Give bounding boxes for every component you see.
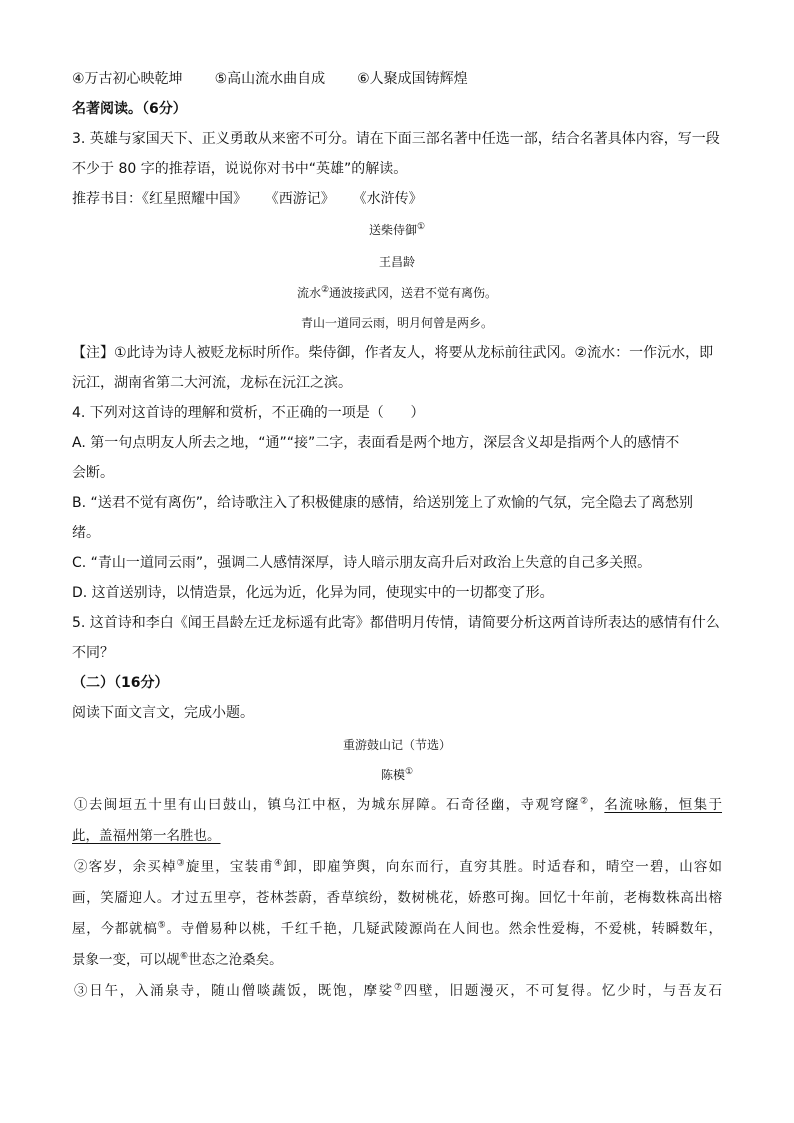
- section-heading-two: （二）（16分）: [72, 675, 169, 691]
- q4-stem: 4. 下列对这首诗的理解和赏析，不正确的一项是（ ）: [72, 405, 425, 421]
- q5-line1: 5. 这首诗和李白《闻王昌龄左迁龙标遥有此寄》都借明月传情，请简要分析这两首诗所表达的感情有什么: [72, 615, 720, 631]
- poem-author: 王昌龄: [378, 255, 415, 269]
- reading-instruction: 阅读下面文言文，完成小题。: [72, 705, 254, 721]
- essay-title: 重游鼓山记（节选）: [342, 738, 451, 752]
- q4-option-b-line1: B. “送君不觉有离伤”，给诗歌注入了积极健康的感情，给送别笼上了欢愉的气氛，完全隐去了离愁别: [72, 495, 694, 511]
- option-5: ⑤高山流水曲自成: [214, 71, 326, 87]
- q3-line1: 3. 英雄与家国天下、正义勇敢从来密不可分。请在下面三部名著中任选一部，结合名著具体内容，写一段: [72, 131, 720, 147]
- options-line: [72, 64, 722, 94]
- q4-option-c: C. “青山一道同云雨”，强调二人感情深厚，诗人暗示朋友高升后对政治上失意的自己多关照。: [72, 555, 652, 571]
- essay-p2-line1: ②客岁，余买棹③旋里，宝装甫④卸，即雇笋舆，向东而行，直穷其胜。时适春和，晴空一碧，山容如: [74, 858, 723, 875]
- essay-p2-line4: 景象一变，可以觇⑥世态之沧桑矣。: [72, 951, 283, 968]
- option-6: ⑥人聚成国铸辉煌: [357, 71, 468, 87]
- q4-option-b-line2: 绪。: [72, 525, 100, 541]
- q3-books: 推荐书目：《红星照耀中国》 《西游记》 《水浒传》: [72, 191, 423, 207]
- essay-p1-line2: [72, 821, 722, 852]
- note-line2: 沅江，湖南省第二大河流，龙标在沅江之滨。: [72, 375, 352, 391]
- note-line1: 【注】①此诗为诗人被贬龙标时所作。柴侍御，作者友人，将要从龙标前往武冈。②流水：一作沅水，即: [72, 345, 714, 361]
- q4-option-a-line2: 会断。: [72, 465, 114, 481]
- option-4: ④万古初心映乾坤: [72, 71, 183, 87]
- q4-option-d: D. 这首送别诗，以情造景，化远为近，化异为同，使现实中的一切都变了形。: [72, 585, 554, 601]
- underlined-sentence-part2: 此，盖福州第一名胜也。: [72, 828, 221, 844]
- q4-option-a-line1: A. 第一句点明友人所去之地，“通”“接”二字，表面看是两个地方，深层含义却是指两个人的感情不: [72, 435, 680, 451]
- document-page: [72, 64, 722, 1007]
- essay-p2-line2: 画，笑靥迎人。才过五里亭，苍林荟蔚，香草缤纷，数树桃花，娇憨可掬。回忆十年前，老梅数株高出榕: [72, 890, 722, 906]
- essay-p2-line3: 屋，今都就槁⑤。寺僧易种以桃，千红千艳，几疑武陵源尚在人间也。然余性爱梅，不爱桃，转瞬数年，: [72, 920, 723, 937]
- q3-line2: 不少于 80 字的推荐语，说说你对书中“英雄”的解读。: [72, 161, 408, 177]
- essay-p1-line1: ①去闽垣五十里有山曰鼓山，镇乌江中枢，为城东屏障。石奇径幽，寺观穹窿②，名流咏觞，恒集于: [74, 796, 723, 813]
- essay-p3-line1: ③日午，入涌泉寺，随山僧啖蔬饭，既饱，摩娑⑦四壁，旧题漫灭，不可复得。忆少时，与吾友石: [74, 982, 723, 999]
- q5-line2: 不同？: [72, 645, 114, 661]
- essay-author: 陈模①: [380, 767, 414, 782]
- poem-line-2: 青山一道同云雨，明月何曾是两乡。: [300, 316, 493, 330]
- underlined-sentence-part1: 名流咏觞，恒集于: [604, 797, 723, 813]
- poem-line-1: 流水②通波接武冈，送君不觉有离伤。: [296, 285, 498, 300]
- poem-title: 送柴侍御①: [368, 222, 426, 237]
- section-heading-mingzhu: 名著阅读。（6分）: [72, 101, 187, 117]
